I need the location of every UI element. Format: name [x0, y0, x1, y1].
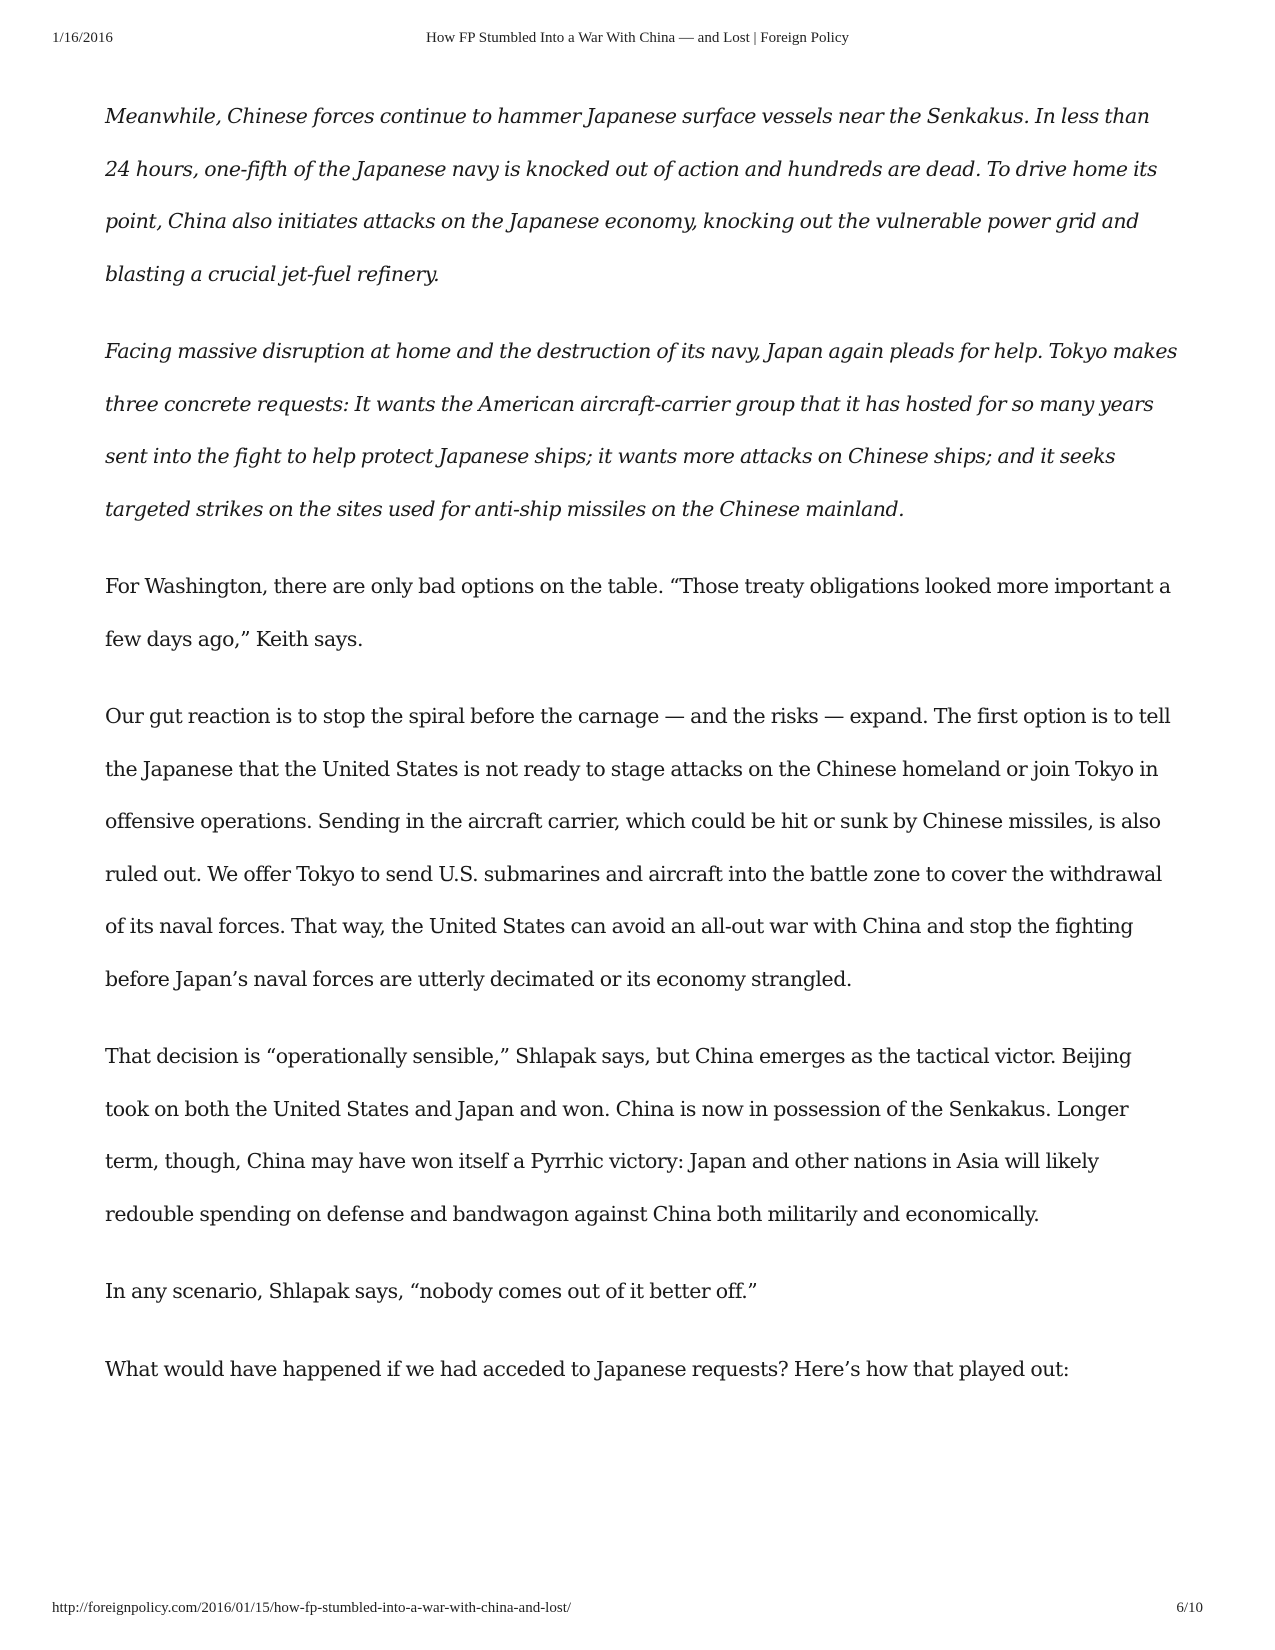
article-paragraph: In any scenario, Shlapak says, “nobody comes out of it better off.”	[105, 1279, 758, 1303]
article-body	[105, 90, 1180, 1420]
print-footer	[52, 1600, 1223, 1622]
article-paragraph: Facing massive disruption at home and the destruction of its navy, Japan again pleads for help. Tokyo makes three concrete requests: It wants the American aircraft-carrier group that it has hosted for so many years sent into the fight to help protect Japanese ships; it wants more attacks on Chinese ships; and it seeks targeted strikes on the sites used for anti-ship missiles on the Chinese mainland.	[105, 339, 1178, 521]
page-number: 6/10	[1176, 1600, 1203, 1616]
print-date: 1/16/2016	[52, 30, 113, 46]
article-paragraph: That decision is “operationally sensible,” Shlapak says, but China emerges as the tactical victor. Beijing took on both the United States and Japan and won. China is now in possession of the Senkakus. Longer term, though, China may have won itself a Pyrrhic victory: Japan and other nations in Asia will likely redouble spending on defense and bandwagon against China both militarily and economically.	[105, 1044, 1132, 1226]
print-header	[52, 30, 1223, 52]
page-url: http://foreignpolicy.com/2016/01/15/how-fp-stumbled-into-a-war-with-china-and-lost/	[52, 1600, 572, 1616]
article-paragraph: For Washington, there are only bad options on the table. “Those treaty obligations looked more important a few days ago,” Keith says.	[105, 574, 1171, 651]
article-paragraph: What would have happened if we had acceded to Japanese requests? Here’s how that played out:	[105, 1356, 1070, 1381]
article-paragraph: Meanwhile, Chinese forces continue to hammer Japanese surface vessels near the Senkakus. In less than 24 hours, one-fifth of the Japanese navy is knocked out of action and hundreds are dead. To drive home its point, China also initiates attacks on the Japanese economy, knocking out the vulnerable power grid and blasting a crucial jet-fuel refinery.	[105, 104, 1158, 286]
page-title: How FP Stumbled Into a War With China — and Lost | Foreign Policy	[426, 30, 849, 46]
article-paragraph: Our gut reaction is to stop the spiral before the carnage — and the risks — expand. The first option is to tell the Japanese that the United States is not ready to stage attacks on the Chinese homeland or join Tokyo in offensive operations. Sending in the aircraft carrier, which could be hit or sunk by Chinese missiles, is also ruled out. We offer Tokyo to send U.S. submarines and aircraft into the battle zone to cover the withdrawal of its naval forces. That way, the United States can avoid an all-out war with China and stop the fighting before Japan’s naval forces are utterly decimated or its economy strangled.	[105, 704, 1171, 991]
